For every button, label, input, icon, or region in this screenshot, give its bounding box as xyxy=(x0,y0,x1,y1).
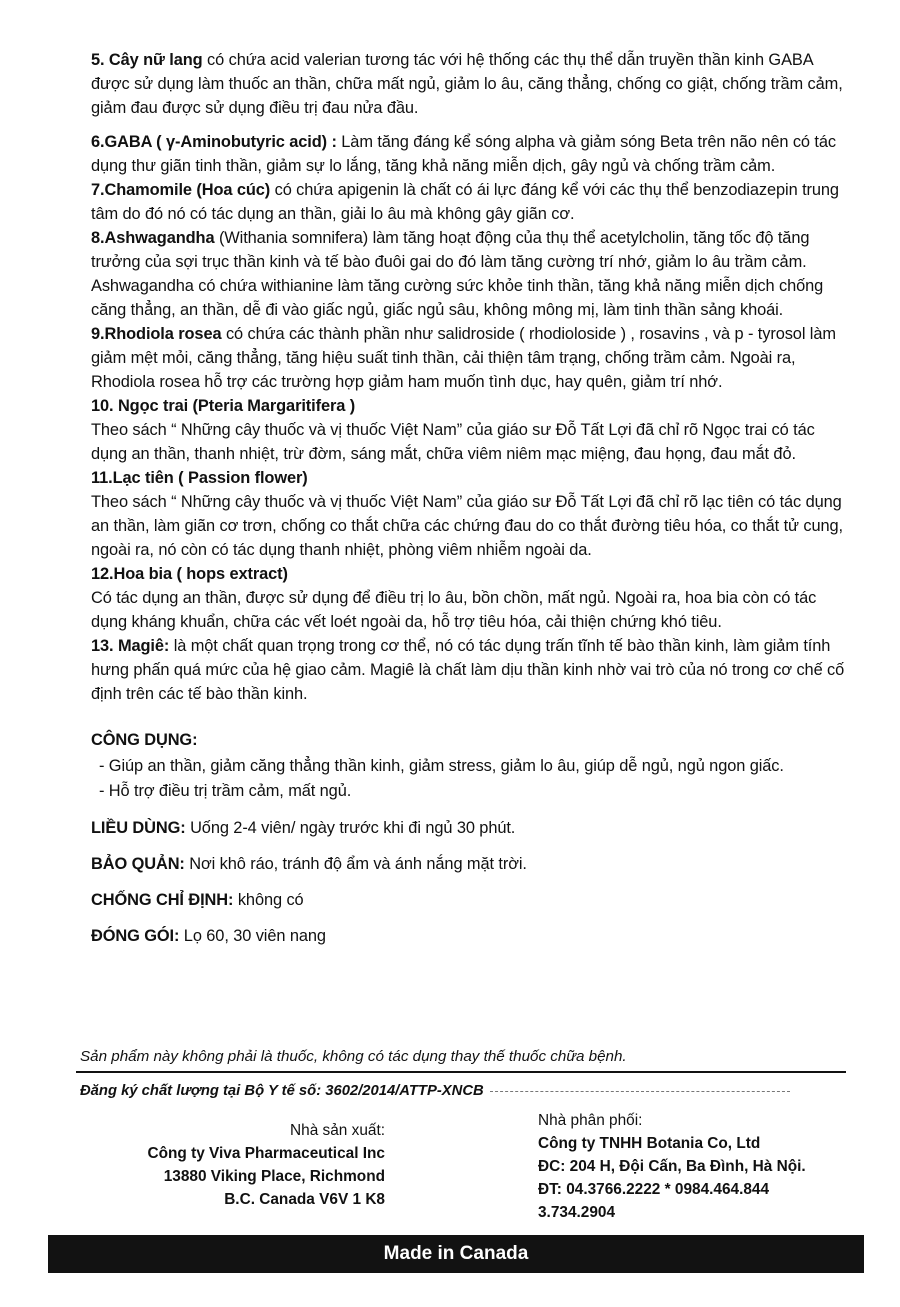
ingredient-paragraph xyxy=(91,586,851,634)
storage-label: BẢO QUẢN: xyxy=(91,855,185,873)
list-item: - Hỗ trợ điều trị trầm cảm, mất ngủ. xyxy=(99,782,352,800)
distributor-name: Công ty TNHH Botania Co, Ltd xyxy=(538,1135,761,1152)
footer-bar xyxy=(48,1235,864,1273)
dosage-value: Uống 2-4 viên/ ngày trước khi đi ngủ 30 phút. xyxy=(185,819,516,837)
distributor-phone-2: 3.734.2904 xyxy=(538,1204,616,1221)
ingredient-text: (Withania somnifera) làm tăng hoạt động của thụ thể acetylcholin, tăng tốc độ tăng trưởng của sợi trục thần kinh và tế bào đuôi gai do đó làm tăng cường trí nhớ, giảm lo âu trầm cảm. xyxy=(91,229,810,271)
ingredient-heading: 12.Hoa bia ( hops extract) xyxy=(91,565,288,583)
packaging-label: ĐÓNG GÓI: xyxy=(91,927,180,945)
ingredient-list xyxy=(91,48,851,706)
ingredient-heading: 11.Lạc tiên ( Passion flower) xyxy=(91,469,308,487)
manufacturer-name: Công ty Viva Pharmaceutical Inc xyxy=(147,1145,385,1162)
ingredient-paragraph xyxy=(91,274,851,322)
dosage-label: LIỀU DÙNG: xyxy=(91,819,186,837)
ingredient-heading: 9.Rhodiola rosea xyxy=(91,325,222,343)
product-info xyxy=(91,728,851,948)
ingredient-paragraph xyxy=(91,226,851,274)
storage-value: Nơi khô ráo, tránh độ ẩm và ánh nắng mặt trời. xyxy=(184,855,527,873)
ingredient-text: có chứa acid valerian tương tác với hệ thống các thụ thể dẫn truyền thần kinh GABA được sử dụng làm thuốc an thần, chữa mất ngủ, giảm lo âu, căng thẳng, chống co giật, chống trầm cảm, giảm đau được sử dụng điều trị đau nửa đầu. xyxy=(91,51,843,117)
ingredient-heading: 13. Magiê: xyxy=(91,637,170,655)
storage-line xyxy=(91,852,851,876)
ingredient-paragraph xyxy=(91,322,851,394)
ingredient-text: là một chất quan trọng trong cơ thể, nó có tác dụng trấn tĩnh tế bào thần kinh, làm giảm tính hưng phấn quá mức của hệ giao cảm. Magiê là chất làm dịu thần kinh nhờ vai trò của nó trong cơ chế cố định trên các tế bào thần kinh. xyxy=(91,637,845,703)
ingredient-paragraph xyxy=(91,130,851,178)
manufacturer-block xyxy=(100,1119,385,1211)
ingredient-text: Có tác dụng an thần, được sử dụng để điều trị lo âu, bồn chồn, mất ngủ. Ngoài ra, hoa bia còn có tác dụng kháng khuẩn, chữa các vết loét ngoài da, hỗ trợ tiêu hóa, cải thiện chứng khó tiêu. xyxy=(91,589,817,631)
contraindication-label: CHỐNG CHỈ ĐỊNH: xyxy=(91,891,234,909)
disclaimer: Sản phẩm này không phải là thuốc, không có tác dụng thay thế thuốc chữa bệnh. xyxy=(80,1048,627,1065)
ingredient-paragraph xyxy=(91,178,851,226)
uses-list xyxy=(91,754,851,804)
ingredient-text: Theo sách “ Những cây thuốc và vị thuốc Việt Nam” của giáo sư Đỗ Tất Lợi đã chỉ rõ Ngọc trai có tác dụng an thần, thanh nhiệt, trừ đờm, sáng mắt, chữa viêm niêm mạc miệng, đau họng, đau mắt đỏ. xyxy=(91,421,815,463)
distributor-address: ĐC: 204 H, Đội Cấn, Ba Đình, Hà Nội. xyxy=(538,1158,806,1175)
ingredient-text: Làm tăng đáng kể sóng alpha và giảm sóng Beta trên não nên có tác dụng thư giãn tinh thần, giảm sự lo lắng, tăng khả năng miễn dịch, gây ngủ và chống trầm cảm. xyxy=(91,133,836,175)
distributor-phone: ĐT: 04.3766.2222 * 0984.464.844 xyxy=(538,1181,770,1198)
dashed-divider xyxy=(490,1091,790,1092)
contraindication-line xyxy=(91,888,851,912)
contraindication-value: không có xyxy=(233,891,304,909)
ingredient-text: có chứa apigenin là chất có ái lực đáng kể với các thụ thể benzodiazepin trung tâm do đó nó có tác dụng an thần, giải lo âu mà không gây giãn cơ. xyxy=(91,181,839,223)
dosage-line xyxy=(91,816,851,840)
ingredient-heading: 8.Ashwagandha xyxy=(91,229,215,247)
divider xyxy=(76,1071,846,1073)
ingredient-paragraph xyxy=(91,48,851,120)
packaging-line xyxy=(91,924,851,948)
distributor-block xyxy=(538,1109,868,1224)
ingredient-heading: 6.GABA ( γ-Aminobutyric acid) : xyxy=(91,133,337,151)
manufacturer-address: B.C. Canada V6V 1 K8 xyxy=(224,1191,385,1208)
ingredient-heading: 10. Ngọc trai (Pteria Margaritifera ) xyxy=(91,397,356,415)
ingredient-text: Ashwagandha có chứa withianine làm tăng cường sức khỏe tinh thần, tăng khả năng miễn dịch chống căng thẳng, an thần, dễ đi vào giấc ngủ, giấc ngủ sâu, không mông mị, làm tinh thần sảng khoái. xyxy=(91,277,824,319)
ingredient-paragraph xyxy=(91,562,851,586)
ingredient-paragraph xyxy=(91,394,851,418)
distributor-label: Nhà phân phối: xyxy=(538,1112,643,1129)
manufacturer-address: 13880 Viking Place, Richmond xyxy=(163,1168,385,1185)
ingredient-paragraph xyxy=(91,418,851,466)
ingredient-heading: 5. Cây nữ lang xyxy=(91,51,203,69)
uses-title: CÔNG DỤNG: xyxy=(91,731,198,749)
ingredient-text: có chứa các thành phần như salidroside ( rhodioloside ) , rosavins , và p - tyrosol làm giảm mệt mỏi, căng thẳng, tăng hiệu suất tinh thần, cải thiện tâm trạng, chống trầm cảm. Ngoài ra, Rhodiola rosea hỗ trợ các trường hợp giảm ham muốn tình dục, hay quên, giảm trí nhớ. xyxy=(91,325,836,391)
document-body xyxy=(91,48,851,948)
ingredient-paragraph xyxy=(91,466,851,490)
list-item: - Giúp an thần, giảm căng thẳng thần kinh, giảm stress, giảm lo âu, giúp dễ ngủ, ngủ ngon giấc. xyxy=(99,757,784,775)
manufacturer-label: Nhà sản xuất: xyxy=(290,1122,385,1139)
ingredient-paragraph xyxy=(91,634,851,706)
ingredient-paragraph xyxy=(91,490,851,562)
packaging-value: Lọ 60, 30 viên nang xyxy=(179,927,326,945)
registration-line xyxy=(80,1080,850,1102)
footer-text: Made in Canada xyxy=(383,1243,529,1264)
ingredient-text: Theo sách “ Những cây thuốc và vị thuốc Việt Nam” của giáo sư Đỗ Tất Lợi đã chỉ rõ lạc tiên có tác dụng an thần, làm giãn cơ trơn, chống co thắt chữa các chứng đau do co thắt đường tiêu hóa, co thắt tử cung, ngoài ra, nó còn có tác dụng thanh nhiệt, phòng viêm nhiễm ngoài da. xyxy=(91,493,843,559)
registration-text: Đăng ký chất lượng tại Bộ Y tế số: 3602/2014/ATTP-XNCB xyxy=(80,1083,484,1099)
ingredient-heading: 7.Chamomile (Hoa cúc) xyxy=(91,181,271,199)
